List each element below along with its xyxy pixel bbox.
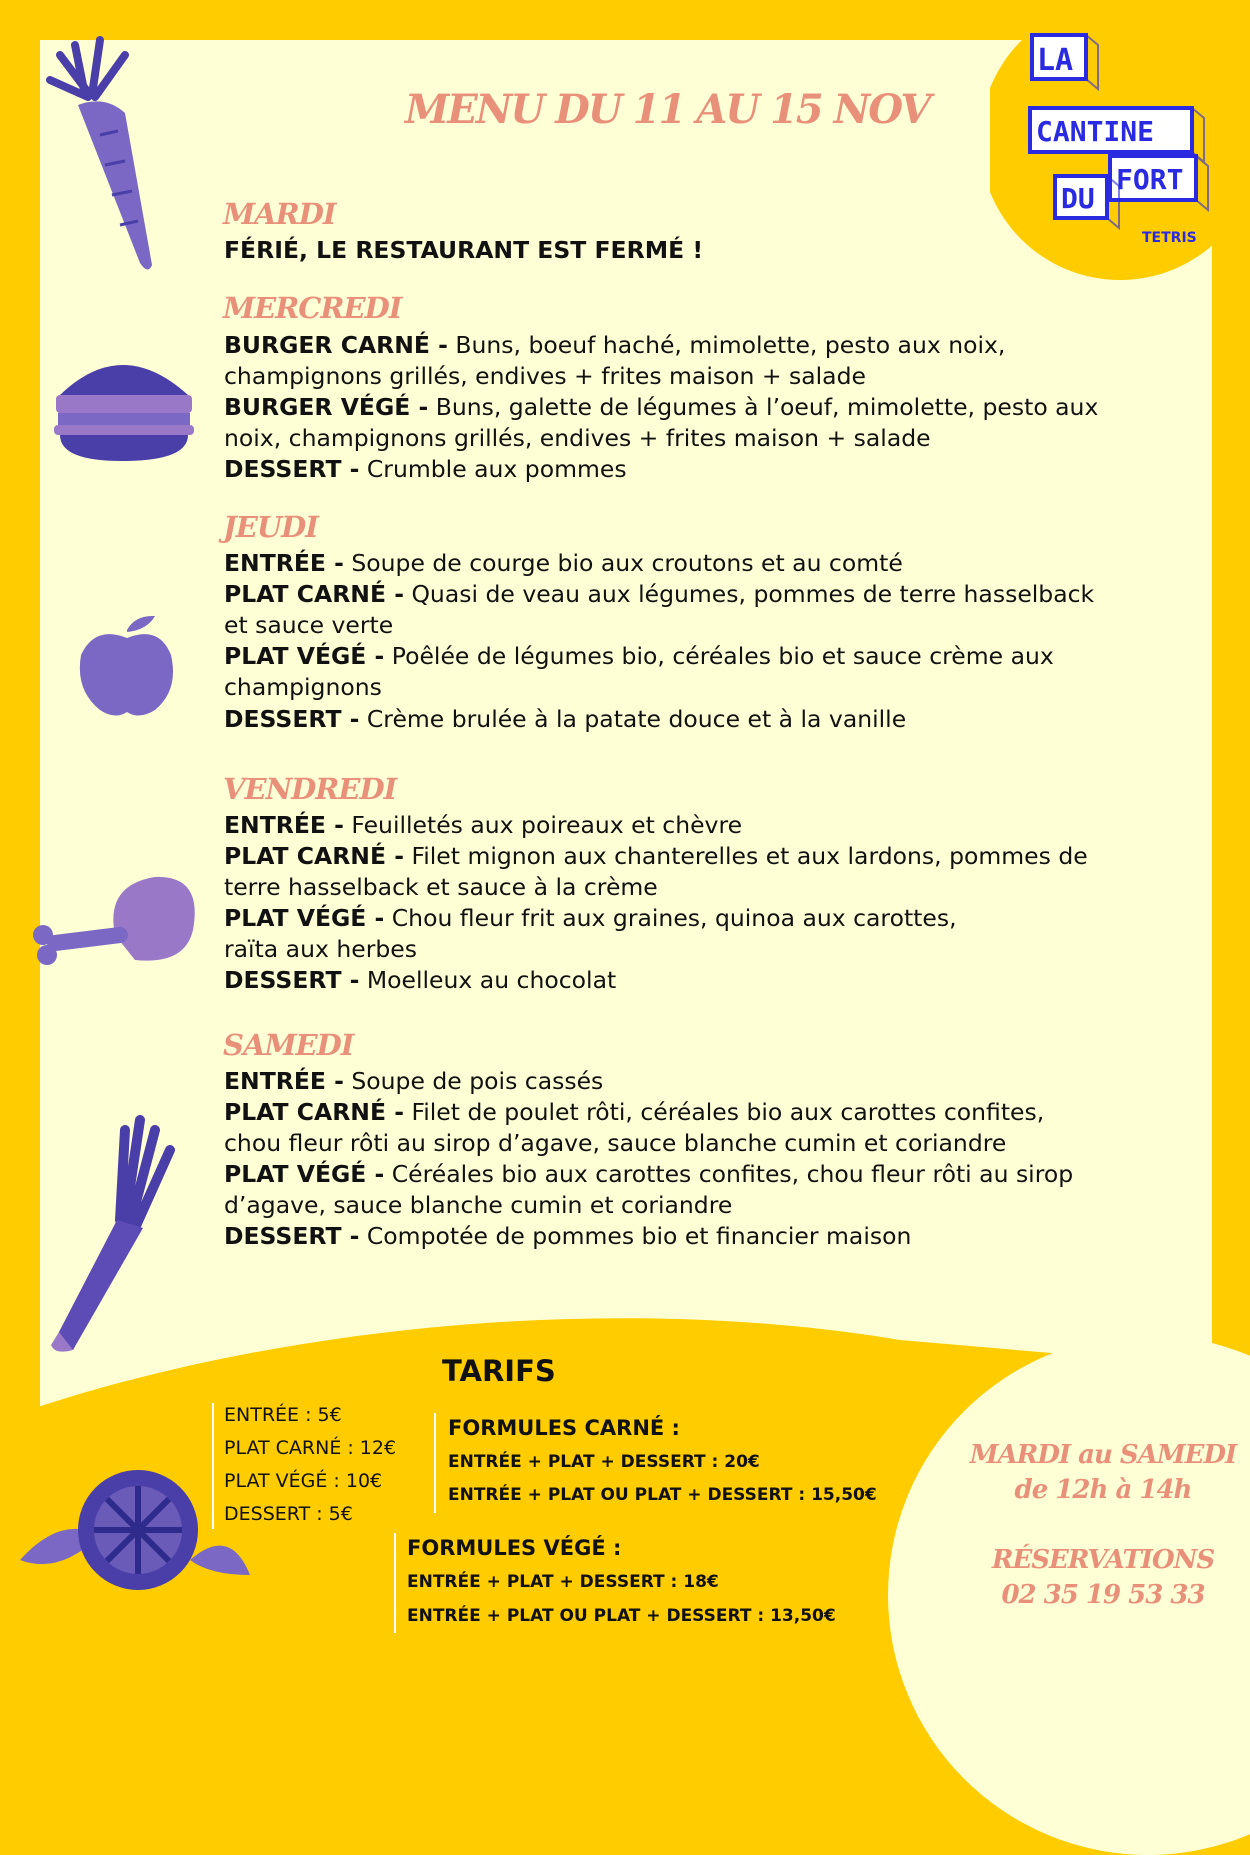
menu-line: PLAT VÉGÉ - Céréales bio aux carottes confites, chou fleur rôti au sirop — [224, 1160, 1074, 1188]
day-heading-mercredi: MERCREDI — [223, 291, 402, 325]
menu-line: PLAT VÉGÉ - Poêlée de légumes bio, céréales bio et sauce crème aux — [224, 642, 1054, 670]
price-entree: ENTRÉE : 5€ — [224, 1404, 342, 1426]
menu-line: champignons grillés, endives + frites maison + salade — [224, 362, 866, 390]
menu-line: DESSERT - Compotée de pommes bio et financier maison — [224, 1222, 912, 1250]
chicken-leg-icon — [25, 865, 200, 975]
logo-word-fort: FORT — [1116, 163, 1184, 196]
menu-line: DESSERT - Crumble aux pommes — [224, 455, 627, 483]
burger-icon — [50, 355, 195, 465]
day-heading-vendredi: VENDREDI — [223, 772, 397, 806]
formules-vege-heading: FORMULES VÉGÉ : — [407, 1536, 622, 1560]
carne-divider — [434, 1413, 436, 1513]
menu-line: d’agave, sauce blanche cumin et coriandre — [224, 1191, 733, 1219]
day-heading-mardi: MARDI — [223, 197, 336, 231]
tarifs-heading: TARIFS — [442, 1354, 556, 1388]
menu-line: BURGER VÉGÉ - Buns, galette de légumes à l’oeuf, mimolette, pesto aux — [224, 393, 1099, 421]
reservations-phone: 02 35 19 53 33 — [1001, 1580, 1205, 1610]
menu-line: BURGER CARNÉ - Buns, boeuf haché, mimolette, pesto aux noix, — [224, 331, 1006, 359]
menu-line: chou fleur rôti au sirop d’agave, sauce blanche cumin et coriandre — [224, 1129, 1007, 1157]
logo-badge — [990, 0, 1250, 290]
menu-line: PLAT CARNÉ - Filet mignon aux chanterelles et aux lardons, pommes de — [224, 842, 1088, 870]
menu-line: ENTRÉE - Soupe de pois cassés — [224, 1067, 604, 1095]
reservations-label: RÉSERVATIONS — [991, 1545, 1215, 1575]
menu-line: raïta aux herbes — [224, 935, 417, 963]
formule-vege-item: ENTRÉE + PLAT OU PLAT + DESSERT : 13,50€ — [407, 1606, 836, 1626]
menu-line: ENTRÉE - Soupe de courge bio aux croutons et au comté — [224, 549, 903, 577]
menu-line: champignons — [224, 673, 382, 701]
menu-line: ENTRÉE - Feuilletés aux poireaux et chèvre — [224, 811, 743, 839]
menu-line: PLAT CARNÉ - Filet de poulet rôti, céréales bio aux carottes confites, — [224, 1098, 1045, 1126]
logo-word-la: LA — [1037, 43, 1074, 78]
menu-line: terre hasselback et sauce à la crème — [224, 873, 658, 901]
menu-line: PLAT VÉGÉ - Chou fleur frit aux graines, quinoa aux carottes, — [224, 904, 957, 932]
day-heading-samedi: SAMEDI — [223, 1028, 354, 1062]
page-title: MENU DU 11 AU 15 NOV — [405, 86, 930, 133]
tarifs-divider — [212, 1403, 214, 1529]
carrot-icon — [30, 25, 160, 275]
day-heading-jeudi: JEUDI — [223, 510, 318, 544]
formule-carne-item: ENTRÉE + PLAT + DESSERT : 20€ — [448, 1452, 760, 1472]
price-plat-carne: PLAT CARNÉ : 12€ — [224, 1437, 397, 1459]
logo-word-du: DU — [1061, 182, 1095, 215]
formule-carne-item: ENTRÉE + PLAT OU PLAT + DESSERT : 15,50€ — [448, 1485, 877, 1505]
price-plat-vege: PLAT VÉGÉ : 10€ — [224, 1470, 383, 1492]
apple-icon — [75, 610, 180, 720]
price-dessert: DESSERT : 5€ — [224, 1503, 353, 1525]
menu-line: DESSERT - Crème brulée à la patate douce et à la vanille — [224, 705, 907, 733]
menu-line: noix, champignons grillés, endives + frites maison + salade — [224, 424, 931, 452]
formules-carne-heading: FORMULES CARNÉ : — [448, 1416, 680, 1440]
formule-vege-item: ENTRÉE + PLAT + DESSERT : 18€ — [407, 1572, 719, 1592]
menu-line: DESSERT - Moelleux au chocolat — [224, 966, 617, 994]
menu-line: FÉRIÉ, LE RESTAURANT EST FERMÉ ! — [224, 236, 704, 264]
opening-days: MARDI au SAMEDI — [969, 1440, 1237, 1470]
vege-divider — [394, 1533, 396, 1633]
opening-hours: de 12h à 14h — [1014, 1475, 1192, 1505]
menu-line: et sauce verte — [224, 611, 394, 639]
logo-tetris: TETRIS — [1142, 230, 1197, 246]
logo-word-cantine: CANTINE — [1036, 115, 1155, 148]
menu-line: PLAT CARNÉ - Quasi de veau aux légumes, pommes de terre hasselback — [224, 580, 1095, 608]
leek-icon — [45, 1110, 185, 1355]
